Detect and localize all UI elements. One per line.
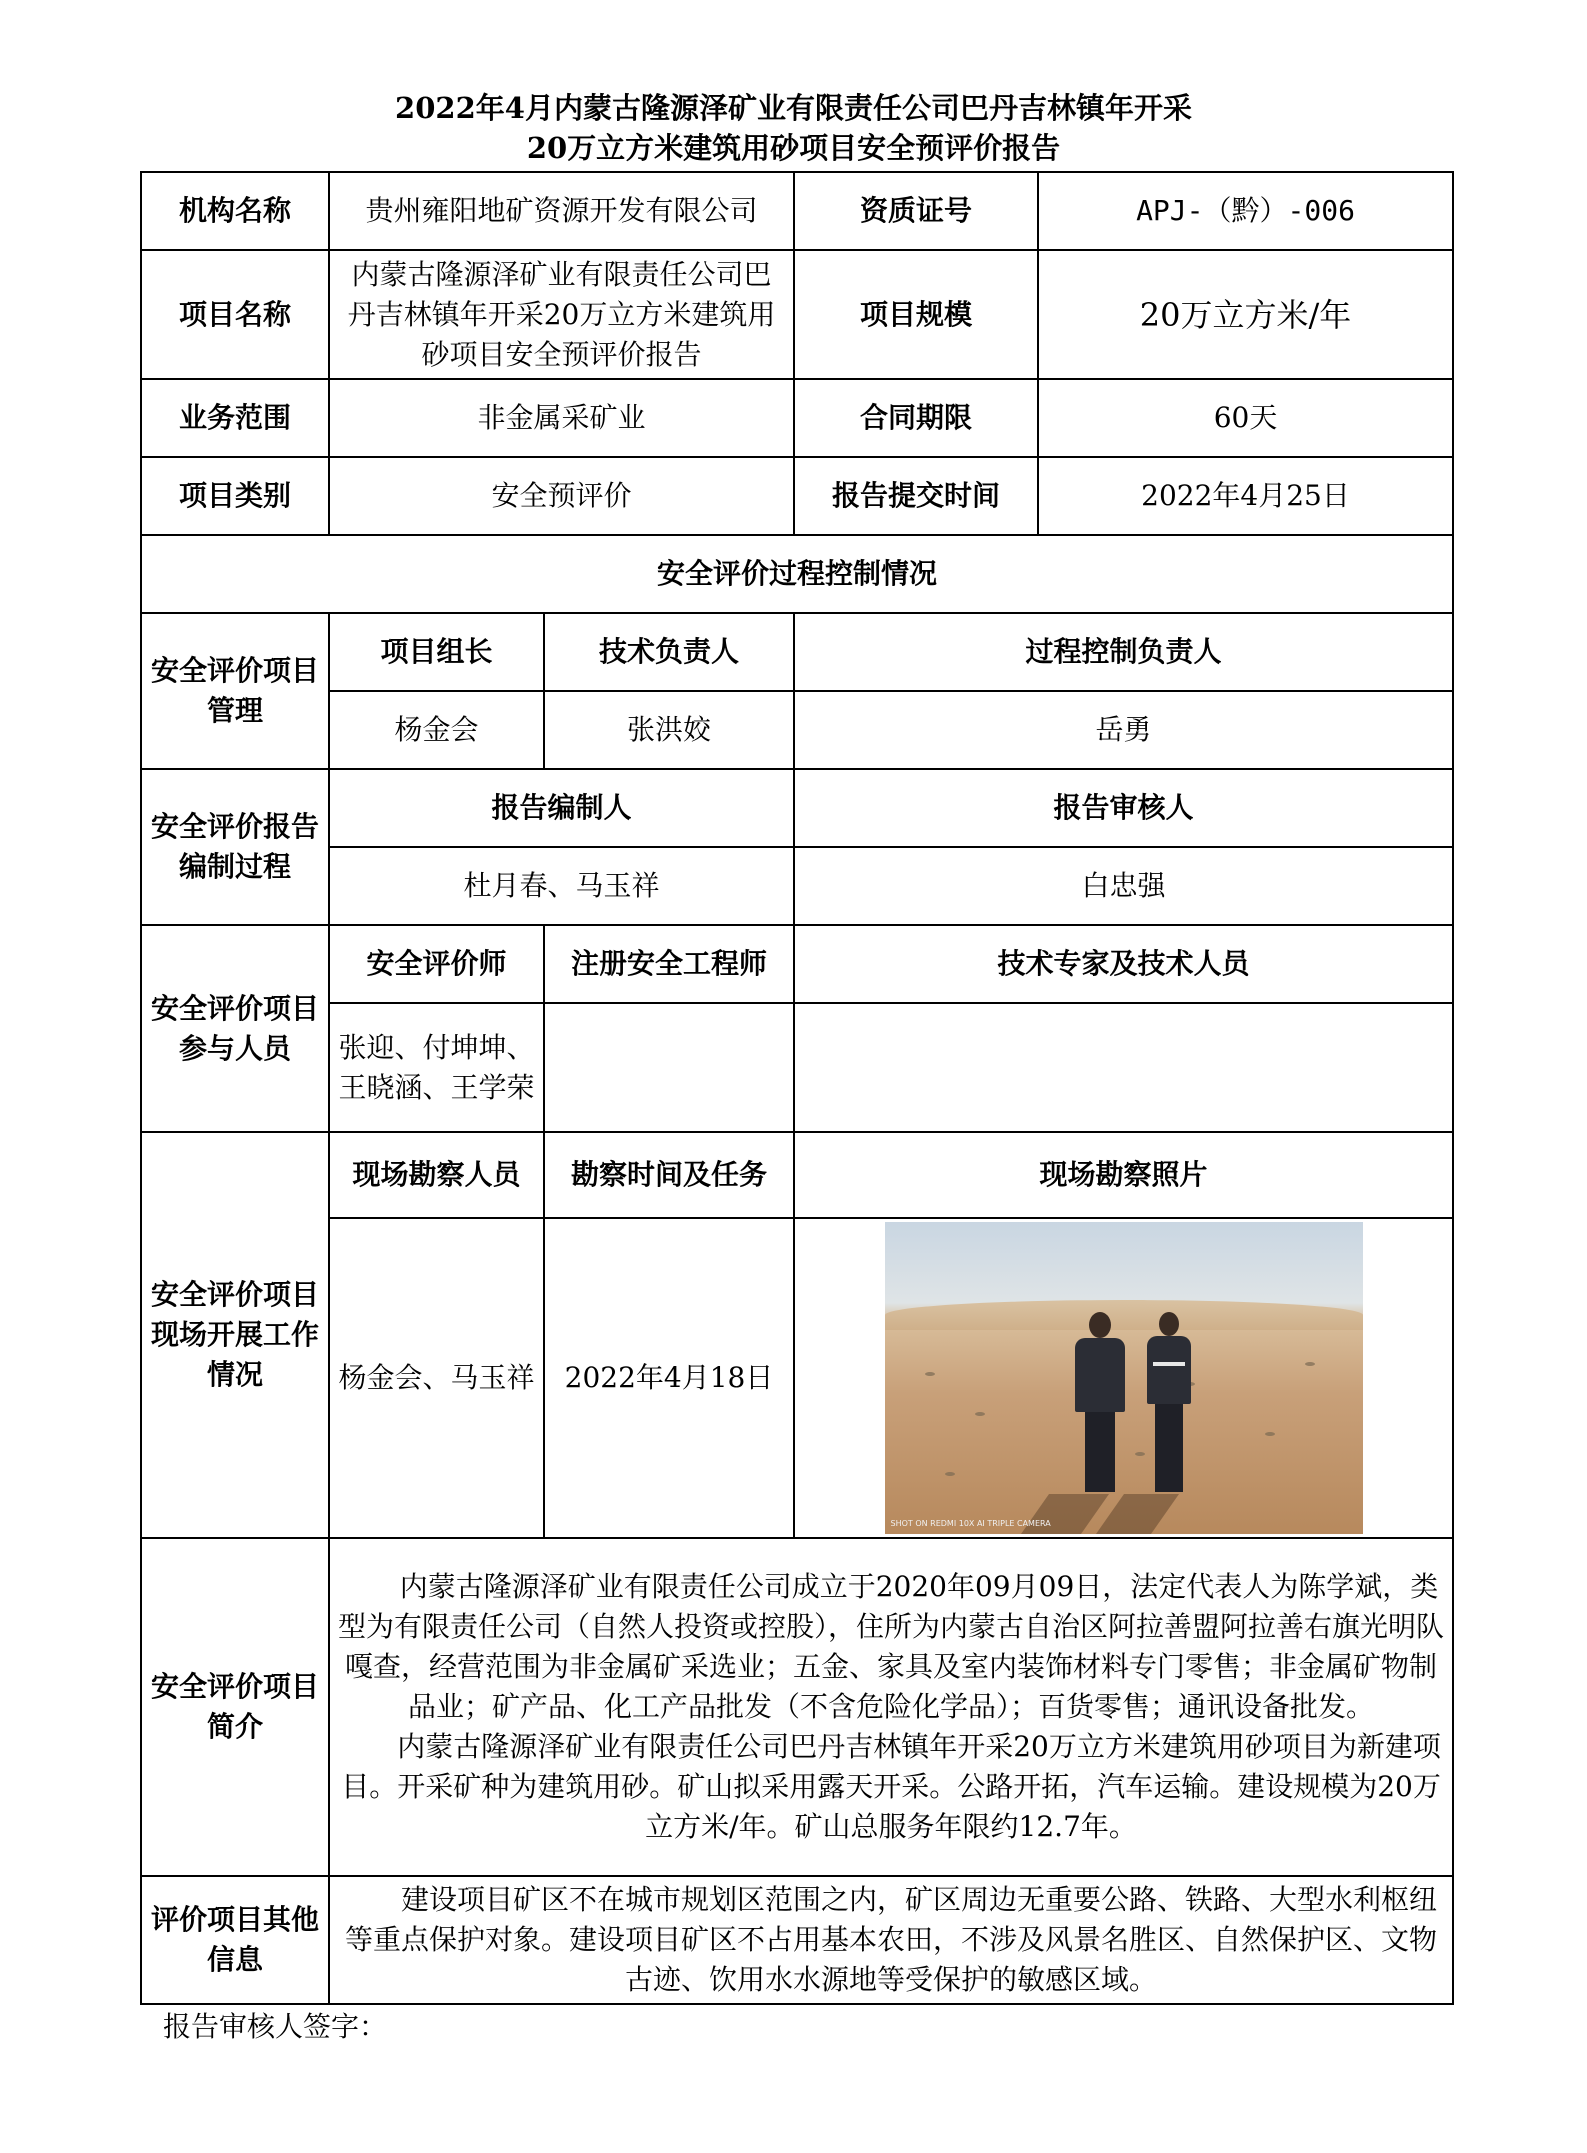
category-label: 项目类别 [141, 457, 329, 535]
compilation-label: 安全评价报告编制过程 [141, 769, 329, 925]
participants-value-row [141, 1003, 1453, 1132]
management-value-row [141, 691, 1453, 769]
safety-engineer-value [544, 1003, 794, 1132]
cert-value: APJ-（黔）-006 [1038, 172, 1453, 250]
project-label: 项目名称 [141, 250, 329, 379]
shadow-left [1021, 1494, 1109, 1534]
shrub [1135, 1452, 1145, 1456]
tech-lead-header: 技术负责人 [544, 613, 794, 691]
summary-label: 安全评价项目简介 [141, 1538, 329, 1876]
management-header-row [141, 613, 1453, 691]
summary-paragraph-2: 内蒙古隆源泽矿业有限责任公司巴丹吉林镇年开采20万立方米建筑用砂项目为新建项目。开采矿种为建筑用砂。矿山拟采用露天开采。公路开拓，汽车运输。建设规模为20万立方米/年。矿山总服务年限约12.7年。 [341, 1730, 1441, 1843]
other-info-paragraph: 建设项目矿区不在城市规划区范围之内，矿区周边无重要公路、铁路、大型水利枢纽等重点保护对象。建设项目矿区不占用基本农田，不涉及风景名胜区、自然保护区、文物古迹、饮用水水源地等受保护的敏感区域。 [345, 1883, 1438, 1996]
reviewer-signature-label: 报告审核人签字： [163, 2010, 388, 2043]
summary-text [329, 1538, 1453, 1876]
project-value: 内蒙古隆源泽矿业有限责任公司巴丹吉林镇年开采20万立方米建筑用砂项目安全预评价报告 [329, 250, 794, 379]
report-title-line1: 2022年4月内蒙古隆源泽矿业有限责任公司巴丹吉林镇年开采 [395, 91, 1192, 125]
other-info-text [329, 1876, 1453, 2004]
participants-header-row [141, 925, 1453, 1003]
other-info-label: 评价项目其他信息 [141, 1876, 329, 2004]
process-header-row [141, 535, 1453, 613]
site-survey-photo [885, 1222, 1363, 1534]
shrub [975, 1412, 985, 1416]
category-row [141, 457, 1453, 535]
org-label: 机构名称 [141, 172, 329, 250]
business-row [141, 379, 1453, 457]
survey-time-value: 2022年4月18日 [544, 1218, 794, 1538]
experts-value [794, 1003, 1453, 1132]
shadow-right [1096, 1494, 1179, 1534]
management-label: 安全评价项目管理 [141, 613, 329, 769]
person-left [1075, 1312, 1125, 1492]
onsite-header-row [141, 1132, 1453, 1218]
team-leader-header: 项目组长 [329, 613, 544, 691]
tech-lead-value: 张洪姣 [544, 691, 794, 769]
other-info-row [141, 1876, 1453, 2004]
category-value: 安全预评价 [329, 457, 794, 535]
submit-time-value: 2022年4月25日 [1038, 457, 1453, 535]
contract-value: 60天 [1038, 379, 1453, 457]
participants-label: 安全评价项目参与人员 [141, 925, 329, 1132]
compilation-value-row [141, 847, 1453, 925]
info-form-table [140, 171, 1454, 2005]
photo-watermark: SHOT ON REDMI 10X AI TRIPLE CAMERA [890, 1519, 1051, 1528]
compilation-header-row [141, 769, 1453, 847]
business-label: 业务范围 [141, 379, 329, 457]
shrub [1305, 1362, 1315, 1366]
safety-engineer-header: 注册安全工程师 [544, 925, 794, 1003]
reviewer-header: 报告审核人 [794, 769, 1453, 847]
org-value: 贵州雍阳地矿资源开发有限公司 [329, 172, 794, 250]
shrub [925, 1372, 935, 1376]
surveyors-value: 杨金会、马玉祥 [329, 1218, 544, 1538]
survey-photo-header: 现场勘察照片 [794, 1132, 1453, 1218]
cert-label: 资质证号 [794, 172, 1038, 250]
compiler-header: 报告编制人 [329, 769, 794, 847]
summary-paragraph-1: 内蒙古隆源泽矿业有限责任公司成立于2020年09月09日，法定代表人为陈学斌，类型为有限责任公司（自然人投资或控股），住所为内蒙古自治区阿拉善盟阿拉善右旗光明队嘎查，经营范围为非金属矿采选业；五金、家具及室内装饰材料专门零售；非金属矿物制品业；矿产品、化工产品批发（不含危险化学品）；百货零售；通讯设备批发。 [338, 1570, 1445, 1723]
shrub [945, 1472, 955, 1476]
person-right [1147, 1312, 1191, 1492]
summary-row [141, 1538, 1453, 1876]
surveyors-header: 现场勘察人员 [329, 1132, 544, 1218]
onsite-value-row [141, 1218, 1453, 1538]
onsite-label: 安全评价项目现场开展工作情况 [141, 1132, 329, 1538]
business-value: 非金属采矿业 [329, 379, 794, 457]
evaluator-header: 安全评价师 [329, 925, 544, 1003]
team-leader-value: 杨金会 [329, 691, 544, 769]
scale-value: 20万立方米/年 [1038, 250, 1453, 379]
submit-time-label: 报告提交时间 [794, 457, 1038, 535]
project-row [141, 250, 1453, 379]
org-row [141, 172, 1453, 250]
process-lead-header: 过程控制负责人 [794, 613, 1453, 691]
reviewer-value: 白忠强 [794, 847, 1453, 925]
compiler-value: 杜月春、马玉祥 [329, 847, 794, 925]
survey-time-header: 勘察时间及任务 [544, 1132, 794, 1218]
process-lead-value: 岳勇 [794, 691, 1453, 769]
evaluator-value: 张迎、付坤坤、王晓涵、王学荣 [329, 1003, 544, 1132]
survey-photo-cell [794, 1218, 1453, 1538]
experts-header: 技术专家及技术人员 [794, 925, 1453, 1003]
contract-label: 合同期限 [794, 379, 1038, 457]
shrub [1265, 1432, 1275, 1436]
report-title-line2: 20万立方米建筑用砂项目安全预评价报告 [526, 131, 1061, 165]
process-header: 安全评价过程控制情况 [141, 535, 1453, 613]
scale-label: 项目规模 [794, 250, 1038, 379]
